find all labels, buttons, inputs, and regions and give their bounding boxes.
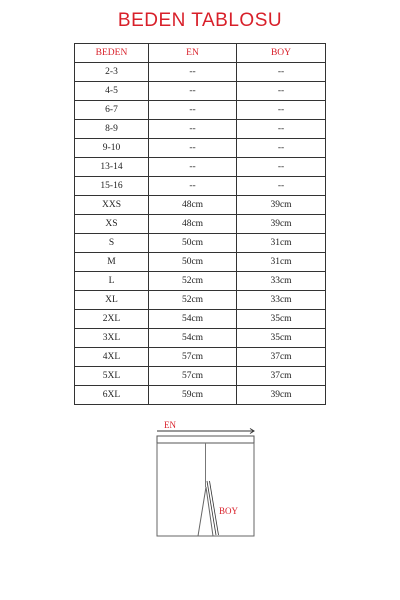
cell-en: 59cm	[149, 386, 237, 405]
table-row	[75, 272, 326, 291]
cell-boy: 37cm	[237, 367, 326, 386]
cell-size: L	[75, 272, 149, 291]
cell-en: 54cm	[149, 310, 237, 329]
cell-boy: 35cm	[237, 329, 326, 348]
table-row	[75, 82, 326, 101]
table-row	[75, 253, 326, 272]
cell-en: --	[149, 101, 237, 120]
cell-size: 9-10	[75, 139, 149, 158]
table-header-row	[75, 44, 326, 63]
table-row	[75, 177, 326, 196]
table-row	[75, 101, 326, 120]
cell-boy: 33cm	[237, 272, 326, 291]
table-row	[75, 158, 326, 177]
cell-en: --	[149, 82, 237, 101]
table-row	[75, 139, 326, 158]
shorts-diagram	[150, 415, 260, 545]
size-chart-table	[74, 43, 326, 405]
cell-boy: --	[237, 101, 326, 120]
cell-en: --	[149, 139, 237, 158]
cell-boy: 39cm	[237, 386, 326, 405]
length-label: BOY	[219, 506, 239, 516]
cell-en: 50cm	[149, 234, 237, 253]
cell-size: 15-16	[75, 177, 149, 196]
cell-size: 13-14	[75, 158, 149, 177]
header-en: EN	[149, 44, 237, 63]
cell-boy: 35cm	[237, 310, 326, 329]
cell-boy: 39cm	[237, 215, 326, 234]
cell-en: 48cm	[149, 196, 237, 215]
page-title: BEDEN TABLOSU	[117, 10, 283, 31]
table-row	[75, 348, 326, 367]
cell-boy: --	[237, 158, 326, 177]
cell-size: 5XL	[75, 367, 149, 386]
cell-en: --	[149, 63, 237, 82]
cell-en: --	[149, 177, 237, 196]
cell-boy: 33cm	[237, 291, 326, 310]
cell-en: 57cm	[149, 367, 237, 386]
header-boy: BOY	[237, 44, 326, 63]
cell-boy: 31cm	[237, 253, 326, 272]
cell-size: XXS	[75, 196, 149, 215]
cell-boy: --	[237, 82, 326, 101]
cell-boy: --	[237, 177, 326, 196]
table-row	[75, 310, 326, 329]
cell-boy: --	[237, 63, 326, 82]
table-row	[75, 196, 326, 215]
cell-boy: 39cm	[237, 196, 326, 215]
waistband	[157, 436, 254, 443]
cell-size: 6-7	[75, 101, 149, 120]
cell-size: 2XL	[75, 310, 149, 329]
table-row	[75, 367, 326, 386]
cell-size: M	[75, 253, 149, 272]
cell-en: --	[149, 158, 237, 177]
table-row	[75, 120, 326, 139]
cell-en: 54cm	[149, 329, 237, 348]
cell-size: 3XL	[75, 329, 149, 348]
cell-en: 52cm	[149, 291, 237, 310]
cell-size: 2-3	[75, 63, 149, 82]
cell-size: 8-9	[75, 120, 149, 139]
cell-boy: --	[237, 120, 326, 139]
cell-size: XL	[75, 291, 149, 310]
cell-boy: 31cm	[237, 234, 326, 253]
cell-en: --	[149, 120, 237, 139]
cell-boy: --	[237, 139, 326, 158]
cell-size: 4XL	[75, 348, 149, 367]
cell-boy: 37cm	[237, 348, 326, 367]
cell-size: S	[75, 234, 149, 253]
table-row	[75, 291, 326, 310]
length-arrow-line-2	[210, 481, 219, 535]
cell-en: 50cm	[149, 253, 237, 272]
cell-en: 48cm	[149, 215, 237, 234]
cell-en: 57cm	[149, 348, 237, 367]
cell-size: 6XL	[75, 386, 149, 405]
table-row	[75, 386, 326, 405]
width-label: EN	[164, 420, 176, 430]
table-row	[75, 215, 326, 234]
table-row	[75, 329, 326, 348]
table-body	[75, 63, 326, 405]
table-row	[75, 234, 326, 253]
header-beden: BEDEN	[75, 44, 149, 63]
cell-size: XS	[75, 215, 149, 234]
cell-en: 52cm	[149, 272, 237, 291]
cell-size: 4-5	[75, 82, 149, 101]
table-row	[75, 63, 326, 82]
